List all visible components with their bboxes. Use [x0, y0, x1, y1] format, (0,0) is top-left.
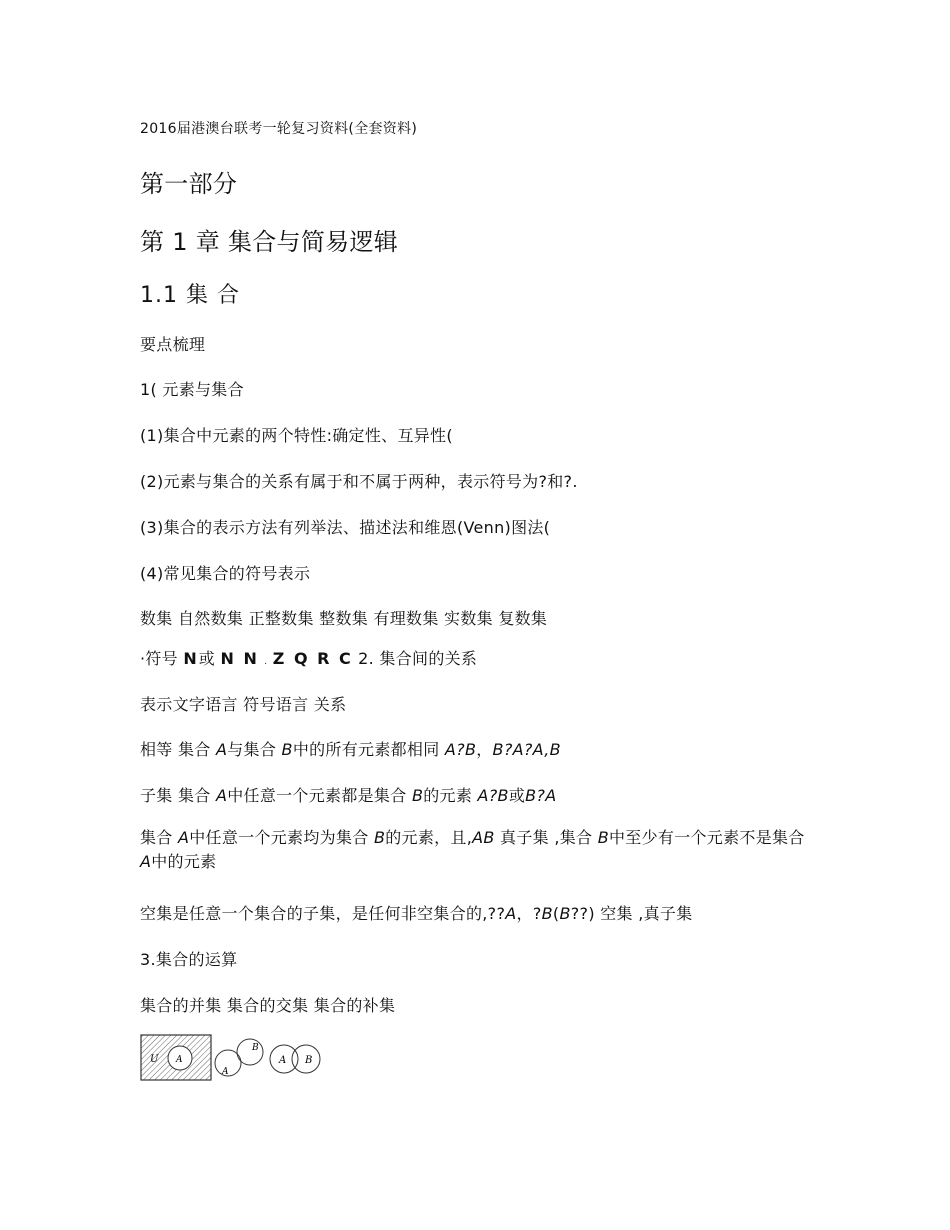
symbol-n: N	[183, 649, 199, 668]
var-b: B	[281, 740, 293, 759]
var-a: A	[140, 852, 152, 871]
relation-table-header: 表示文字语言 符号语言 关系	[140, 695, 347, 714]
paragraph-elements-and-sets: 1( 元素与集合	[140, 380, 244, 399]
symbol-nn: N N	[220, 649, 259, 668]
var-a: A	[215, 740, 228, 759]
var-ab: AB	[472, 828, 495, 847]
subset-text-2: 中任意一个元素都是集合	[227, 786, 407, 805]
var-a: A	[178, 828, 190, 847]
proper-text-1: 集合	[140, 828, 173, 847]
label-a: A	[222, 1067, 229, 1077]
paragraph-representation: (3)集合的表示方法有列举法、描述法和维恩(Venn)图法(	[140, 518, 551, 537]
label-a: A	[279, 1055, 287, 1066]
doc-header: 2016届港澳台联考一轮复习资料(全套资料)	[140, 121, 418, 137]
set-relations-heading: 2. 集合间的关系	[358, 649, 478, 668]
symbols-or: 或	[198, 649, 216, 668]
intersection-diagram	[215, 1039, 263, 1077]
chapter-title: 第 1 章 集合与简易逻辑	[140, 228, 399, 256]
equal-text-2: 与集合	[227, 740, 277, 759]
proper-text-2: 中任意一个元素均为集合	[189, 828, 369, 847]
proper-subset-row	[140, 826, 810, 874]
set-operations-row: 集合的并集 集合的交集 集合的补集	[140, 996, 396, 1015]
label-a: A	[176, 1055, 183, 1065]
part-title: 第一部分	[140, 170, 238, 198]
equal-text-3: 中的所有元素都相同	[292, 740, 440, 759]
var-b: B	[373, 828, 386, 847]
paragraph-common-sets: (4)常见集合的符号表示	[140, 564, 311, 583]
var-a: A	[505, 904, 517, 923]
set-operations-heading: 3.集合的运算	[140, 950, 238, 969]
equal-comma: ，	[476, 740, 493, 759]
label-b: B	[305, 1055, 313, 1066]
paragraph-membership: (2)元素与集合的关系有属于和不属于两种，表示符号为?和?.	[140, 472, 578, 491]
var-b: B	[541, 904, 553, 923]
venn-diagrams-figure	[140, 1032, 330, 1084]
paragraph-characteristics: (1)集合中元素的两个特性:确定性、互异性(	[140, 426, 453, 445]
section-title: 1.1 集 合	[140, 283, 240, 308]
empty-text-1: 空集是任意一个集合的子集，是任何非空集合的,??	[140, 904, 506, 923]
symbol-zqrc: Z Q R C	[272, 649, 353, 668]
subset-text-1: 子集 集合	[140, 786, 211, 805]
label-u: U	[150, 1054, 159, 1065]
key-points-heading: 要点梳理	[140, 335, 206, 354]
symbols-prefix: ·符号	[140, 649, 178, 668]
equal-symbol-1: A?B	[444, 740, 477, 759]
subset-symbol-2: B?A	[525, 786, 557, 805]
proper-text-4: 真子集 ,集合	[500, 828, 593, 847]
symbols-row	[140, 646, 477, 669]
var-a: A	[215, 786, 228, 805]
set-b-circle	[237, 1039, 263, 1065]
subset-row	[140, 783, 556, 806]
symbol-dot: .	[264, 657, 268, 667]
empty-text-4: ??) 空集 ,真子集	[570, 904, 693, 923]
proper-text-3: 的元素，且,	[385, 828, 473, 847]
proper-text-5: 中至少有一个元素不是集合	[609, 828, 805, 847]
proper-text-6: 中的元素	[151, 852, 217, 871]
empty-set-row	[140, 901, 693, 924]
label-b: B	[252, 1043, 259, 1053]
subset-text-3: 的元素	[423, 786, 473, 805]
number-sets-row: 数集 自然数集 正整数集 整数集 有理数集 实数集 复数集	[140, 609, 548, 628]
var-b: B	[597, 828, 609, 847]
var-b: B	[559, 904, 571, 923]
empty-text-2: ，?	[516, 904, 542, 923]
equal-symbol-2: B?A?A,B	[492, 740, 561, 759]
subset-symbol-1: A?B	[477, 786, 509, 805]
equal-text-1: 相等 集合	[140, 740, 211, 759]
empty-text-3: (	[552, 904, 560, 923]
equal-row	[140, 737, 561, 760]
complement-diagram	[141, 1035, 211, 1080]
subset-or: 或	[508, 786, 526, 805]
union-diagram	[270, 1045, 320, 1073]
var-b: B	[411, 786, 424, 805]
